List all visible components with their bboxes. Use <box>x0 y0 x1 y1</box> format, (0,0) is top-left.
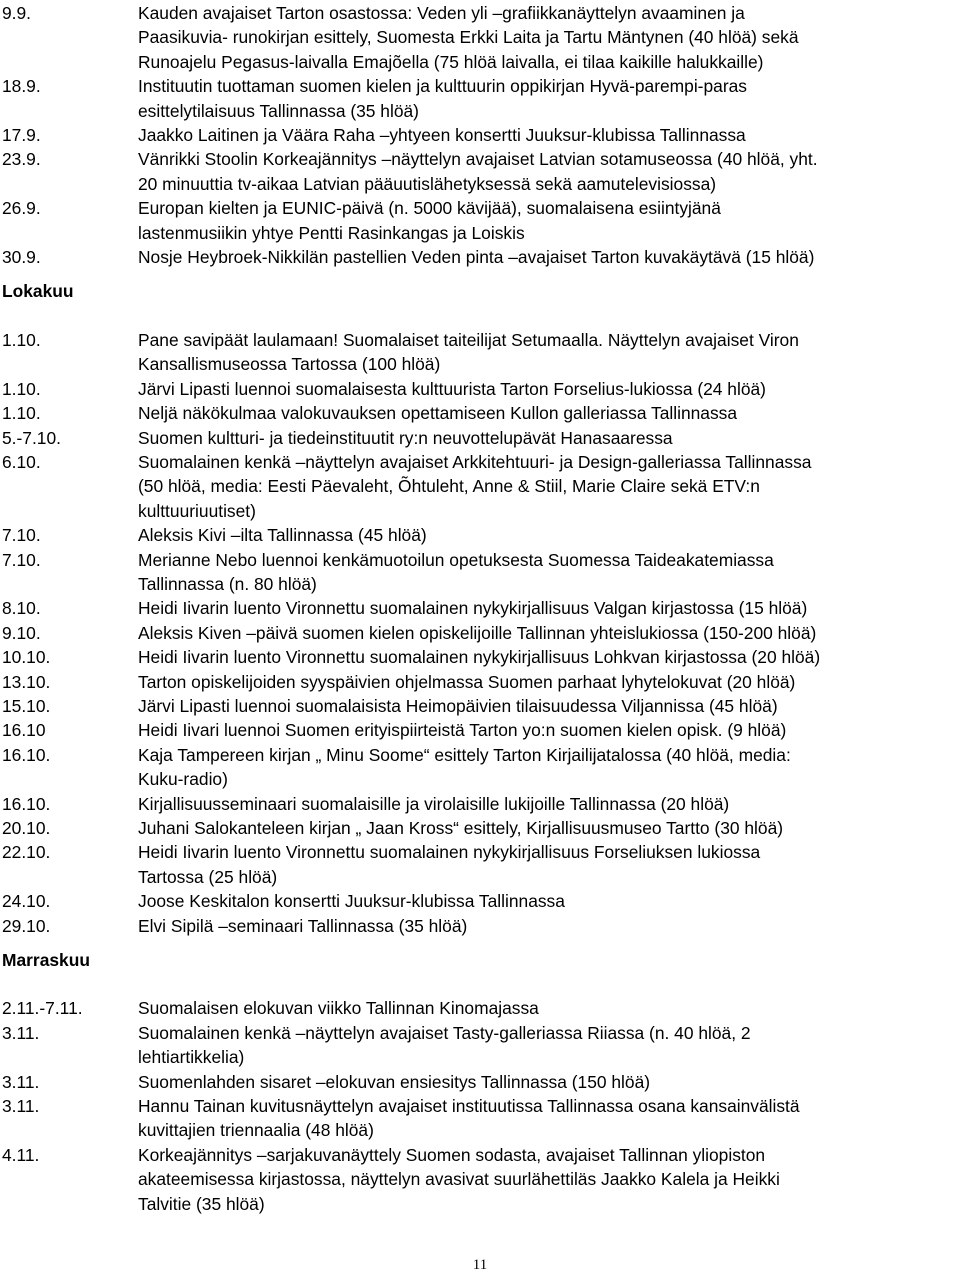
event-entry <box>2 426 958 450</box>
event-entry <box>2 1143 958 1216</box>
section <box>2 1 958 269</box>
event-entry <box>2 523 958 547</box>
event-date: 23.9. <box>2 149 41 170</box>
event-description: Nosje Heybroek-Nikkilän pastellien Veden pinta –avajaiset Tarton kuvakäytävä (15 hlöä) <box>138 247 815 268</box>
event-entry <box>2 401 958 425</box>
event-date: 1.10. <box>2 378 41 399</box>
event-entry <box>2 792 958 816</box>
event-description: Heidi Iivarin luento Vironnettu suomalainen nykykirjallisuus Forseliuksen lukiossa Tartossa (25 hlöä) <box>138 842 761 887</box>
event-description: Aleksis Kiven –päivä suomen kielen opiskelijoille Tallinnan yhteislukiossa (150-200 hlöä) <box>138 622 817 643</box>
event-date: 3.11. <box>2 1022 40 1043</box>
event-entry <box>2 123 958 147</box>
event-date: 1.10. <box>2 329 41 350</box>
event-description: Heidi Iivarin luento Vironnettu suomalainen nykykirjallisuus Lohkvan kirjastossa (20 hlöä) <box>138 647 821 668</box>
event-date: 26.9. <box>2 198 41 219</box>
event-date: 15.10. <box>2 695 51 716</box>
event-entry <box>2 645 958 669</box>
event-description: Neljä näkökulmaa valokuvauksen opettamiseen Kullon galleriassa Tallinnassa <box>138 403 738 424</box>
event-description: Instituutin tuottaman suomen kielen ja kulttuurin oppikirjan Hyvä-parempi-paras esittelytilaisuus Tallinnassa (35 hlöä) <box>138 76 747 121</box>
event-entry <box>2 621 958 645</box>
event-date: 10.10. <box>2 647 51 668</box>
event-date: 17.9. <box>2 125 41 146</box>
event-date: 16.10. <box>2 793 51 814</box>
event-entry <box>2 840 958 889</box>
event-date: 2.11.-7.11. <box>2 998 83 1019</box>
event-entry <box>2 596 958 620</box>
event-entry <box>2 196 958 245</box>
event-date: 9.9. <box>2 3 32 23</box>
event-description: Korkeajännitys –sarjakuvanäyttely Suomen sodasta, avajaiset Tallinnan yliopiston akateemisessa kirjastossa, näyttelyn avasivat suurlähettiläs Jaakko Kalela ja Heikki Talvitie (35 hlöä) <box>138 1144 780 1214</box>
event-entry <box>2 670 958 694</box>
event-entry <box>2 694 958 718</box>
event-description: Elvi Sipilä –seminaari Tallinnassa (35 hlöä) <box>138 915 468 936</box>
event-description: Heidi Iivarin luento Vironnettu suomalainen nykykirjallisuus Valgan kirjastossa (15 hlöä) <box>138 598 808 619</box>
event-description: Heidi Iivari luennoi Suomen erityispiirteistä Tarton yo:n suomen kielen opisk. (9 hlöä) <box>138 720 787 741</box>
event-description: Järvi Lipasti luennoi suomalaisista Heimopäivien tilaisuudessa Viljannissa (45 hlöä) <box>138 695 778 716</box>
event-description: Suomenlahden sisaret –elokuvan ensiesitys Tallinnassa (150 hlöä) <box>138 1071 651 1092</box>
event-description: Jaakko Laitinen ja Väära Raha –yhtyeen konsertti Juuksur-klubissa Tallinnassa <box>138 125 746 146</box>
event-description: Vänrikki Stoolin Korkeajännitys –näyttelyn avajaiset Latvian sotamuseossa (40 hlöä, yht. 20 minuuttia tv-aikaa Latvian pääuutislähetyksessä sekä aamutelevisiossa) <box>138 149 818 194</box>
event-description: Merianne Nebo luennoi kenkämuotoilun opetuksesta Suomessa Taideakatemiassa Tallinnassa (n. 80 hlöä) <box>138 549 774 594</box>
event-description: Hannu Tainan kuvitusnäyttelyn avajaiset instituutissa Tallinnassa osana kansainvälistä kuvittajien triennaalia (48 hlöä) <box>138 1096 800 1141</box>
event-date: 18.9. <box>2 76 41 97</box>
event-entry <box>2 743 958 792</box>
event-entry <box>2 1021 958 1070</box>
event-date: 3.11. <box>2 1071 40 1092</box>
event-description: Europan kielten ja EUNIC-päivä (n. 5000 kävijää), suomalaisena esiintyjänä lastenmusiikin yhtye Pentti Rasinkangas ja Loiskis <box>138 198 721 243</box>
event-date: 30.9. <box>2 247 41 268</box>
event-description: Suomalainen kenkä –näyttelyn avajaiset Tasty-galleriassa Riiassa (n. 40 hlöä, 2 lehtiartikkelia) <box>138 1022 751 1068</box>
event-date: 8.10. <box>2 598 41 619</box>
event-entry <box>2 914 958 938</box>
event-entry <box>2 328 958 377</box>
event-date: 20.10. <box>2 818 51 838</box>
section <box>2 948 958 1216</box>
event-date: 5.-7.10. <box>2 427 61 448</box>
event-date: 1.10. <box>2 403 41 424</box>
event-description: Tarton opiskelijoiden syyspäivien ohjelmassa Suomen parhaat lyhytelokuvat (20 hlöä) <box>138 671 796 692</box>
section <box>2 279 958 938</box>
event-date: 16.10. <box>2 744 51 765</box>
event-description: Pane savipäät laulamaan! Suomalaiset taiteilijat Setumaalla. Näyttelyn avajaiset Viron Kansallismuseossa Tartossa (100 hlöä) <box>138 329 799 375</box>
event-date: 29.10. <box>2 915 51 936</box>
event-description: Suomalainen kenkä –näyttelyn avajaiset Arkkitehtuuri- ja Design-galleriassa Tallinnassa (50 hlöä, media: Eesti Päevaleht, Õhtuleht, Anne & Stiil, Marie Claire sekä ETV:n kulttuuriuutiset) <box>138 451 812 521</box>
event-date: 4.11. <box>2 1144 40 1165</box>
event-entry <box>2 450 958 523</box>
event-description: Suomalaisen elokuvan viikko Tallinnan Kinomajassa <box>138 998 539 1019</box>
event-entry <box>2 718 958 742</box>
event-entry <box>2 1070 958 1094</box>
event-date: 13.10. <box>2 671 51 692</box>
event-date: 6.10. <box>2 451 41 472</box>
event-description: Kauden avajaiset Tarton osastossa: Veden yli –grafiikkanäyttelyn avaaminen ja Paasikuvia- runokirjan esittely, Suomesta Erkki Laita ja Tartu Mäntynen (40 hlöä) sekä Runoajelu Pegasus-laivalla Emajõella (75 hlöä laivalla, ei tilaa kaikille halukkaille) <box>138 3 799 72</box>
event-entry <box>2 147 958 196</box>
event-description: Suomen kultturi- ja tiedeinstituutit ry:n neuvottelupävät Hanasaaressa <box>138 427 673 448</box>
event-description: Kirjallisuusseminaari suomalaisille ja virolaisille lukijoille Tallinnassa (20 hlöä) <box>138 793 730 814</box>
event-description: Joose Keskitalon konsertti Juuksur-klubissa Tallinnassa <box>138 891 565 912</box>
event-description: Kaja Tampereen kirjan „ Minu Soome“ esittely Tarton Kirjailijatalossa (40 hlöä, media: Kuku-radio) <box>138 744 791 790</box>
event-entry <box>2 889 958 913</box>
event-entry <box>2 548 958 597</box>
document-body <box>2 1 958 1216</box>
event-date: 24.10. <box>2 891 51 912</box>
event-description: Järvi Lipasti luennoi suomalaisesta kulttuurista Tarton Forselius-lukiossa (24 hlöä) <box>138 378 766 399</box>
event-entry <box>2 996 958 1020</box>
section-title: Lokakuu <box>2 281 74 302</box>
event-entry <box>2 1094 958 1143</box>
event-entry <box>2 816 958 840</box>
event-description: Juhani Salokanteleen kirjan „ Jaan Kross“ esittely, Kirjallisuusmuseo Tartto (30 hlöä) <box>138 818 784 838</box>
page-number: 11 <box>472 1257 488 1273</box>
event-date: 7.10. <box>2 549 41 570</box>
event-date: 22.10. <box>2 842 51 863</box>
event-date: 3.11. <box>2 1096 40 1117</box>
event-entry <box>2 74 958 123</box>
section-title: Marraskuu <box>2 950 90 971</box>
event-date: 9.10. <box>2 622 41 643</box>
event-entry <box>2 377 958 401</box>
event-entry <box>2 245 958 269</box>
event-date: 7.10. <box>2 525 41 546</box>
event-entry <box>2 1 958 74</box>
event-date: 16.10 <box>2 720 46 741</box>
event-description: Aleksis Kivi –ilta Tallinnassa (45 hlöä) <box>138 525 427 546</box>
